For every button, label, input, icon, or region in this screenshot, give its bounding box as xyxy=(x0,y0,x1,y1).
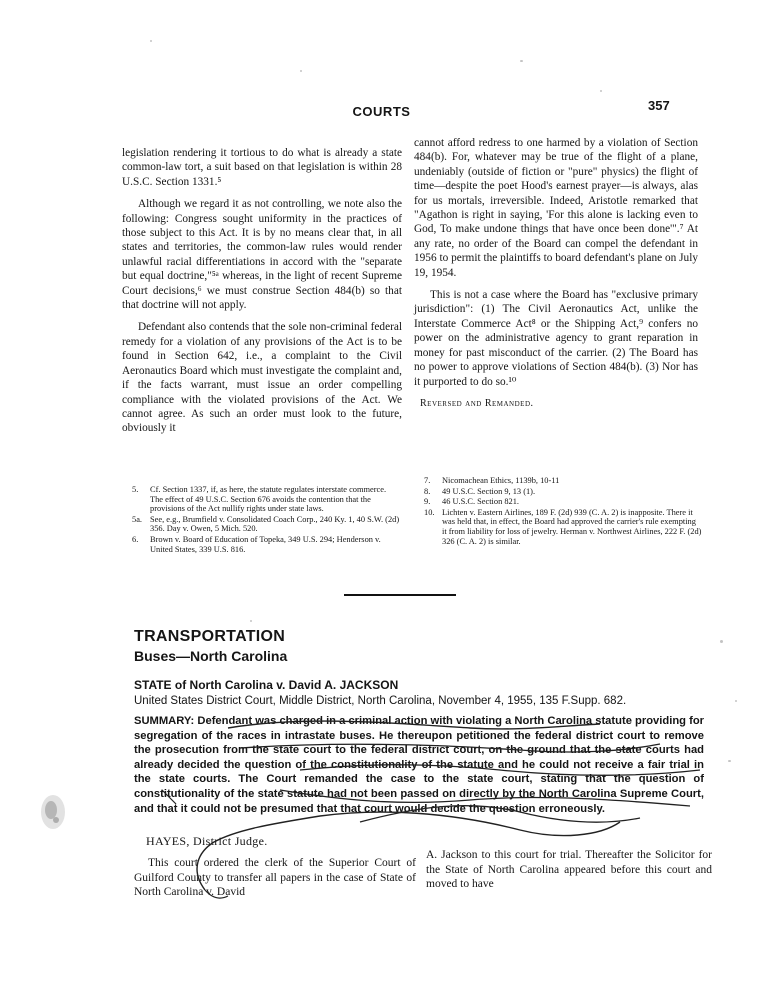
case-citation: United States District Court, Middle District, North Carolina, November 4, 1955, 135 F.Supp. 682. xyxy=(134,695,627,707)
footnote xyxy=(424,487,702,497)
paragraph: Defendant also contends that the sole non-criminal federal remedy for a violation of any provisions of the Act is to be found in Section 642, i.e., a complaint to the Civil Aeronautics Board which must investigate the complaint and, if the facts warrant, must issue an order compelling compliance with the violated provisions of the Act. We cannot agree. As such an order must look to the future, obviously it xyxy=(122,321,402,435)
footnote-text: Cf. Section 1337, if, as here, the statute regulates interstate commerce. The effect of 49 U.S.C. Section 676 avoids the contention that the provisions of the Act nullify rights under state laws. xyxy=(150,485,387,514)
scan-speck xyxy=(728,760,731,762)
disposition: Reversed and Remanded. xyxy=(420,397,534,409)
scan-speck xyxy=(520,60,523,62)
footnote-text: Nicomachean Ethics, 1139b, 10-11 xyxy=(442,476,560,485)
footnote-number: 8. xyxy=(424,486,431,496)
footnote-number: 7. xyxy=(424,476,431,485)
scan-speck xyxy=(720,640,723,643)
section-heading: TRANSPORTATION xyxy=(134,628,286,645)
margin-smudge xyxy=(36,790,70,834)
footnote xyxy=(424,508,702,546)
section-divider xyxy=(344,594,456,596)
paragraph: legislation rendering it tortious to do what is already a state common-law tort, a suit based on that legislation is within 28 U.S.C. Section 1331.⁵ xyxy=(122,147,402,188)
paragraph: Although we regard it as not controlling, we note also the following: Congress sought uniformity in the practices of those subject to this Act. It is by no means clear that, in all states and territories, the common-law rules would render unlawful racial differentiations in accord with the "separate but equal doctrine,"⁵ᵃ whereas, in the light of recent Supreme Court decisions,⁶ we must construe Section 484(b) so that that doctrine will not apply. xyxy=(122,198,402,312)
footnote-text: Brown v. Board of Education of Topeka, 349 U.S. 294; Henderson v. United States, 339 U.S. 816. xyxy=(150,534,381,554)
footnote-number: 5. xyxy=(132,485,139,494)
footnote-text: 46 U.S.C. Section 821. xyxy=(442,497,520,507)
footnotes-right xyxy=(424,476,702,547)
footnote xyxy=(132,535,400,554)
footnote xyxy=(132,515,400,534)
right-column xyxy=(414,136,698,419)
paragraph: cannot afford redress to one harmed by a violation of Section 484(b). For, whatever may be true of the flight of a plane, undeniably (outside of fiction or "pure" physics) the flight of time—despite the poet Hood's earnest prayer—is always, alas for us mortals, irreversible. Indeed, Aristotle remarked that "Agathon is right in saying, 'For this alone is lacking even to God, To make undone things that have once been done'".⁷ At any rate, no order of the Board can compel the defendant in 1956 to permit the plaintiffs to board defendant's plane on July 19, 1954. xyxy=(414,137,698,279)
paragraph: This is not a case where the Board has "exclusive primary jurisdiction": (1) The Civil Aeronautics Act, unlike the Interstate Commerce Act⁸ or the Shipping Act,⁹ confers no power on the administrative agency to grant reparation in money for past misconduct of the carrier. (2) The Board has no power to approve violations of Section 484(b). (3) Nor has it purported to do so.¹⁰ xyxy=(414,289,698,388)
case-summary: SUMMARY: Defendant was charged in a criminal action with violating a North Carolina statute providing for segregation of the races in intrastate buses. He thereupon petitioned the federal district court to remove the prosecution from the state court to the federal district court, on the ground that the state courts had already decided the question of the constitutionality of the statute and he could not receive a fair trial in the state courts. The Court remanded the case to the state court, stating that the question of constitutionality of the state statute had not been passed on directly by the North Carolina Supreme Court, and that it could not be presumed that that court would decide the question erroneously. xyxy=(134,715,705,815)
running-head: COURTS xyxy=(352,104,411,119)
scan-speck xyxy=(300,70,302,72)
scan-speck xyxy=(250,620,252,622)
left-column xyxy=(122,146,402,444)
footnotes-left xyxy=(132,485,400,555)
footnote-text: 49 U.S.C. Section 9, 13 (1). xyxy=(442,486,536,496)
scan-speck xyxy=(735,700,737,702)
footnote-number: 6. xyxy=(132,534,139,544)
footnote-number: 5a. xyxy=(132,514,142,524)
footnote xyxy=(132,485,400,514)
page-number: 357 xyxy=(648,98,670,113)
scan-speck xyxy=(600,90,602,92)
case-title: STATE of North Carolina v. David A. JACKSON xyxy=(134,678,399,692)
footnote-text: See, e.g., Brumfield v. Consolidated Coach Corp., 240 Ky. 1, 40 S.W. (2d) 356. Day v. Owen, 5 Mich. 520. xyxy=(150,514,400,534)
footnote xyxy=(424,476,702,486)
footnote-number: 10. xyxy=(424,507,435,517)
footnote xyxy=(424,497,702,507)
section-subheading: Buses—North Carolina xyxy=(134,648,288,664)
judge-line: HAYES, District Judge. xyxy=(146,834,268,848)
footnote-text: Lichten v. Eastern Airlines, 189 F. (2d) 939 (C. A. 2) is inapposite. There it was held that, in effect, the Board had approved the carrier's rule exempting it from liability for loss of jewelry. Herman v. Northwest Airlines, 222 F. (2d) 326 (C. A. 2) is similar. xyxy=(442,507,702,546)
scan-speck xyxy=(150,40,152,42)
footnote-number: 9. xyxy=(424,497,431,507)
opinion-right: A. Jackson to this court for trial. Thereafter the Solicitor for the State of North Carolina appeared before this court and moved to have xyxy=(426,849,712,890)
opinion-left: This court ordered the clerk of the Superior Court of Guilford County to transfer all papers in the case of State of North Carolina v. David xyxy=(134,857,416,898)
